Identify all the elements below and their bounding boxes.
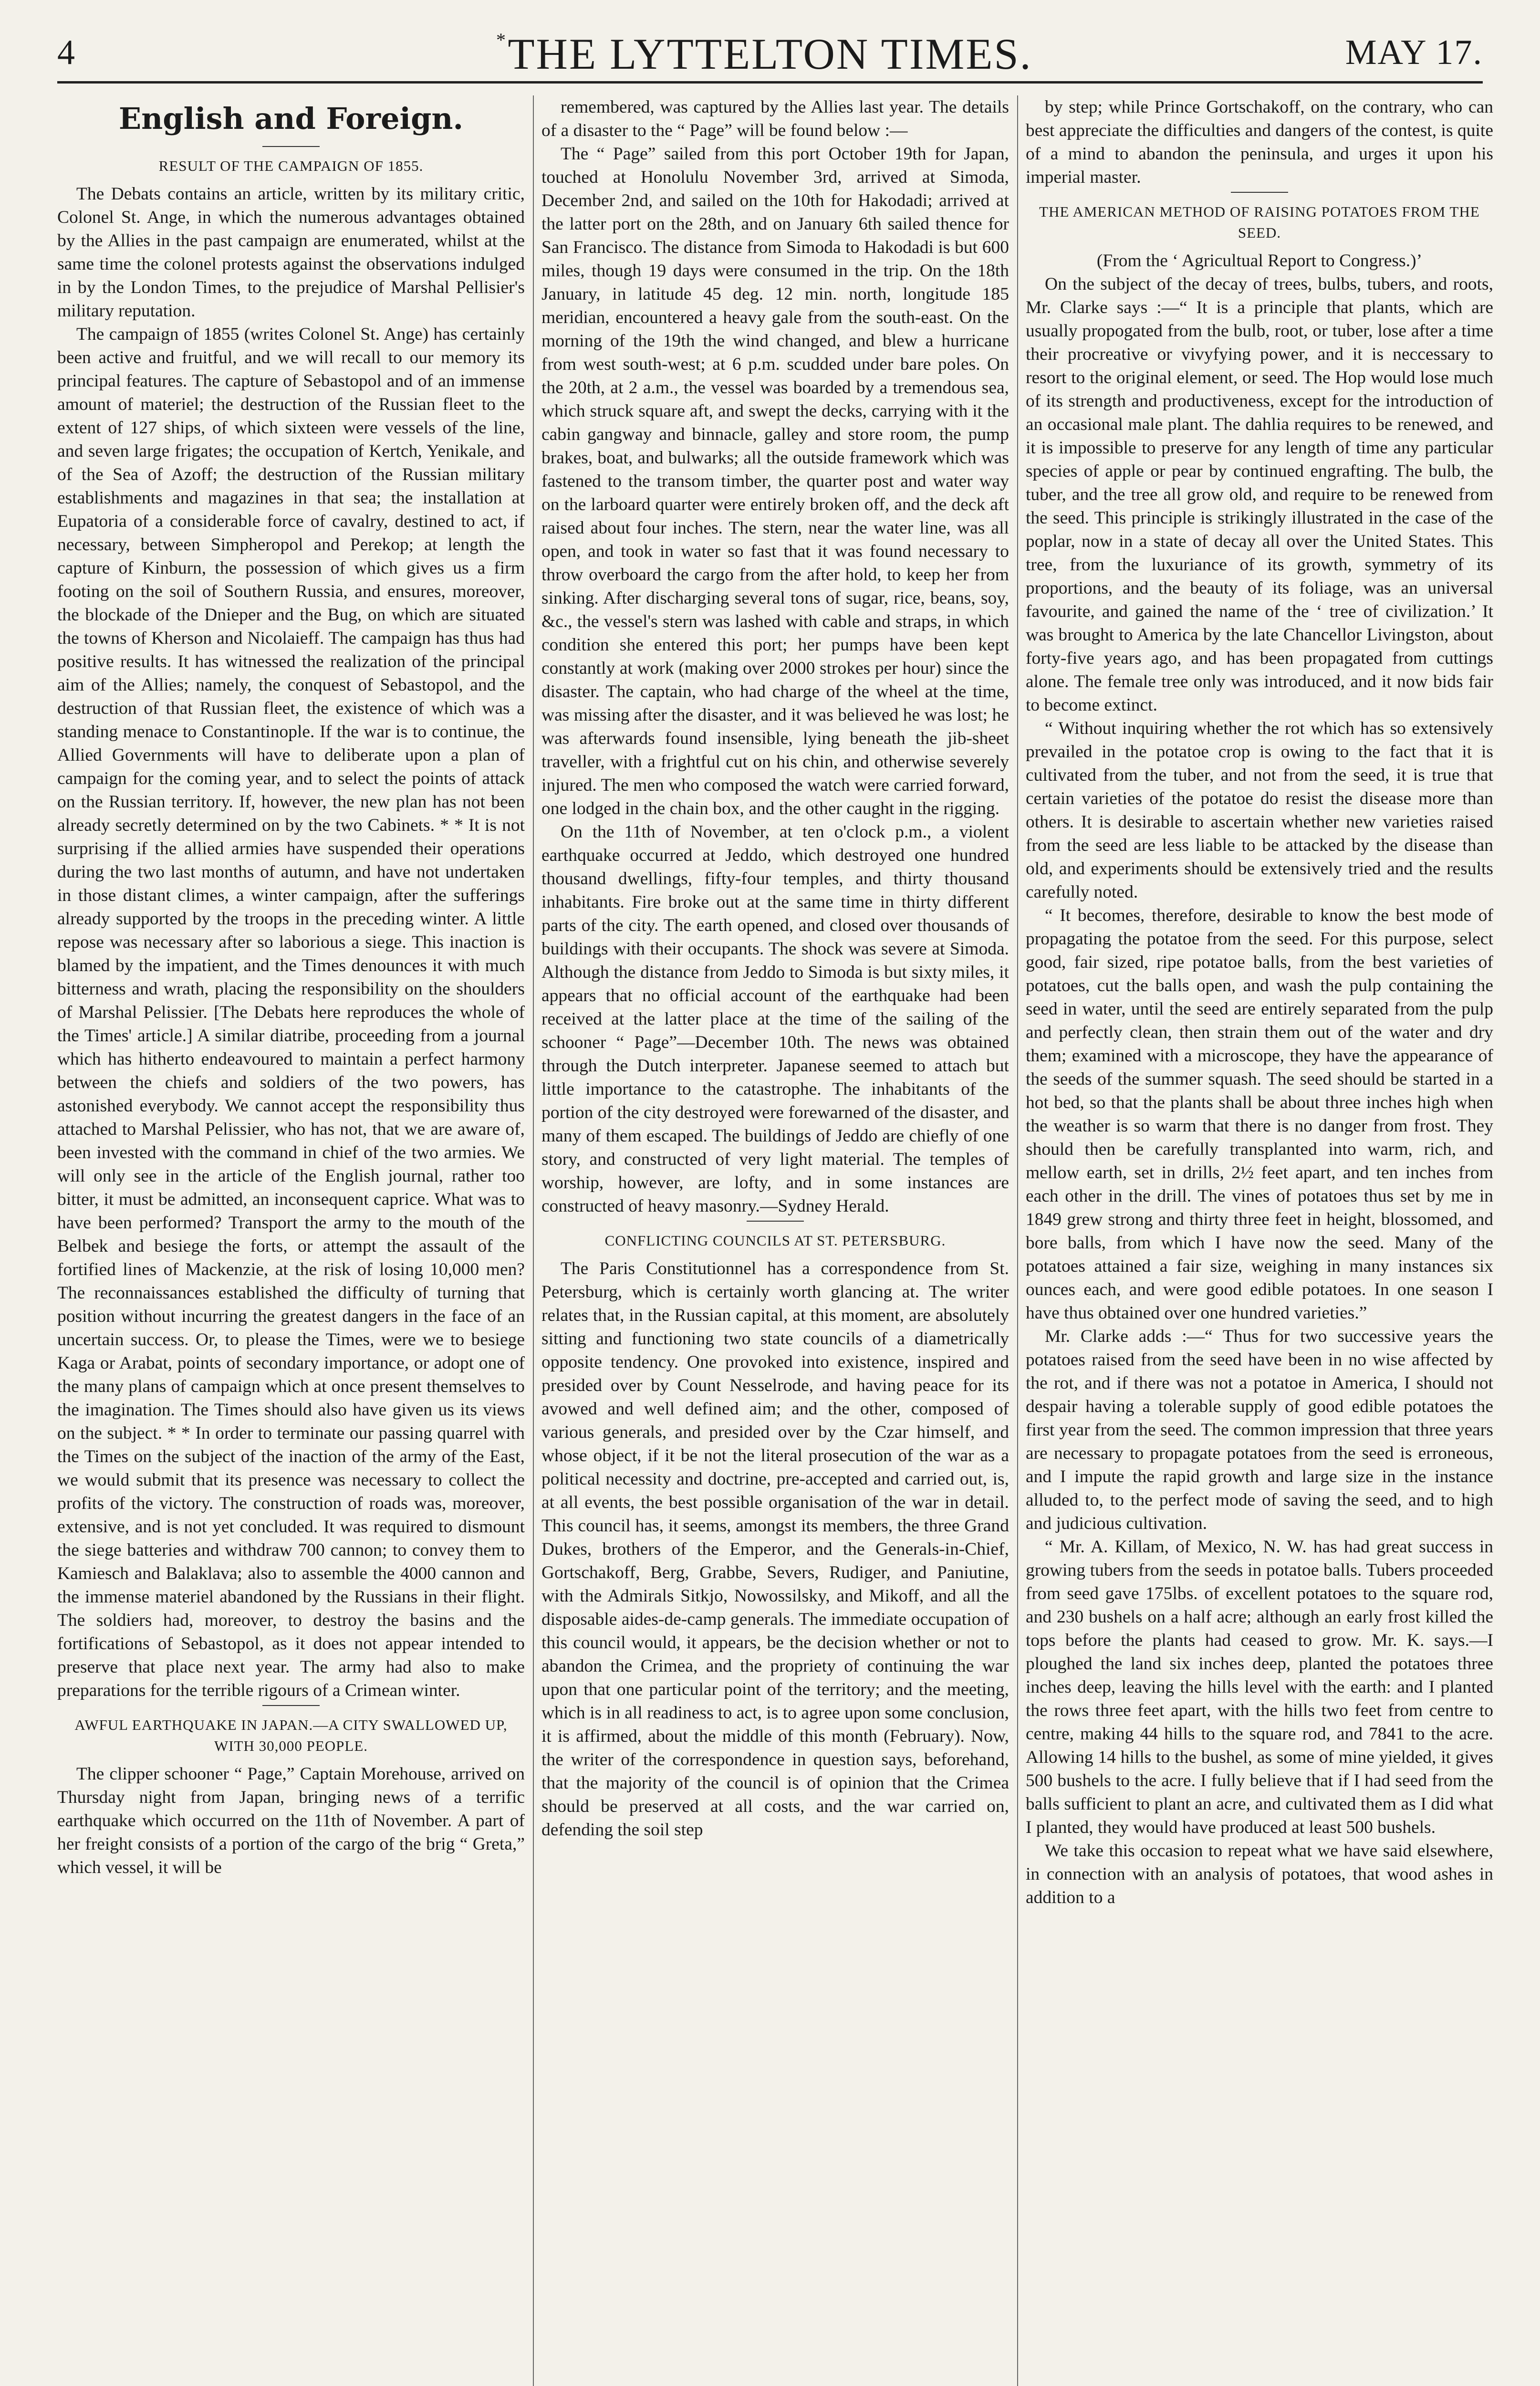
column-divider <box>533 95 534 2386</box>
divider <box>262 1705 320 1706</box>
divider <box>747 1221 804 1222</box>
article-paragraph: On the 11th of November, at ten o'clock p.m., a violent earthquake occurred at Jeddo, which destroyed one hundred thousand dwellings, fifty-four temples, and thirty thousand inhabitants. Fire broke out at the same time in thirty different parts of the city. The earth opened, and closed over thousands of buildings with their occupants. The shock was severe at Simoda. Although the distance from Jeddo to Simoda is but sixty miles, it appears that no official account of the earthquake had been received at the latter place at the time of the sailing of the schooner “ Page”—December 10th. The news was obtained through the Dutch interpreter. Japanese seemed to attach but little importance to the catastrophe. The inhabitants of the portion of the city destroyed were forewarned of the disaster, and many of them escaped. The buildings of Jeddo are chiefly of one story, and constructed of very light material. The temples of worship, however, are lofty, and in some instances are constructed of heavy masonry.—Sydney Herald. <box>541 822 1009 1216</box>
article-headline: THE AMERICAN METHOD OF RAISING POTATOES FROM THE SEED. <box>1039 203 1480 241</box>
article-paragraph: We take this occasion to repeat what we have said elsewhere, in connection with an analysis of potatoes, that wood ashes in addition to a <box>1026 1841 1493 1907</box>
article-paragraph: “ It becomes, therefore, desirable to know the best mode of propagating the potatoe from the seed. For this purpose, select good, fair sized, ripe potatoe balls, from the best varieties of potatoes, cut the balls open, and wash the pulp containing the seed in water, until the seed are entirely separated from the pulp and perfectly clean, then strain them out of the water and dry them; examined with a microscope, they have the appearance of the seeds of the summer squash. The seed should be started in a hot bed, so that the plants shall be about three inches high when the weather is so warm that there is no danger from frost. They should then be carefully transplanted into warm, rich, and mellow earth, set in drills, 2½ feet apart, and ten inches from each other in the drill. The vines of potatoes thus set by me in 1849 grew strong and thirty three feet in height, blossomed, and bore balls, from which I have now the seed. Many of the potatoes attained a fair size, weighing in many instances six ounces each, and were good edible potatoes. In one season I have thus obtained over one hundred varieties.” <box>1026 906 1493 1323</box>
column-3 <box>1026 95 1493 2386</box>
page-number: 4 <box>57 33 75 72</box>
section-title: English and Foreign. <box>118 101 464 136</box>
article-paragraph: The Debats contains an article, written by its military critic, Colonel St. Ange, in which the numerous advantages obtained by the Allies in the past campaign are enumerated, whilst at the same time the colonel protests against the observations indulged in by the London Times, to the prejudice of Marshal Pellisier's military reputation. <box>57 184 525 321</box>
article-paragraph: Mr. Clarke adds :—“ Thus for two successive years the potatoes raised from the seed have been in no wise affected by the rot, and if there was not a potatoe in America, I should not despair having a tolerable supply of good edible potatoes the first year from the seed. The common impression that three years are necessary to propagate potatoes from the seed is erroneous, and I impute the rapid growth and large size in the instance alluded to, to the perfect mode of saving the seed, and to high and judicious cultivation. <box>1026 1327 1493 1533</box>
article-headline: RESULT OF THE CAMPAIGN OF 1855. <box>158 157 424 174</box>
article-paragraph: The “ Page” sailed from this port October 19th for Japan, touched at Honolulu November 3rd, arrived at Simoda, December 2nd, and sailed on the 10th for Hakodadi; arrived at the latter port on the 28th, and on January 6th sailed thence for San Francisco. The distance from Simoda to Hakodadi is but 600 miles, though 19 days were consumed in the trip. On the 18th January, in latitude 45 deg. 12 min. north, longitude 185 meridian, encountered a heavy gale from the south-east. On the morning of the 19th the wind changed, and blew a hurricane from west south-west; at 6 p.m. scudded under bare poles. On the 20th, at 2 a.m., the vessel was boarded by a tremendous sea, which struck square aft, and swept the decks, carrying with it the cabin gangway and binnacle, galley and store room, the pump brakes, boat, and bulwarks; all the outside framework which was fastened to the transom timber, the quarter post and water way on the larboard quarter were entirely broken off, and the deck aft raised about four inches. The stern, near the water line, was all open, and took in water so fast that it was found necessary to throw overboard the cargo from the after hold, to keep her from sinking. After discharging several tons of sugar, rice, beans, soy, &c., the vessel's stern was lashed with cable and straps, in which condition she entered this port; her pumps have been kept constantly at work (making over 2000 strokes per hour) since the disaster. The captain, who had charge of the wheel at the time, was missing after the disaster, and it was believed he was lost; he was afterwards found insensible, lying beneath the jib-sheet traveller, with a frightful cut on his chin, and otherwise severely injured. The men who composed the watch were carried forward, one lodged in the chain box, and the other caught in the rigging. <box>541 144 1009 818</box>
article-headline: AWFUL EARTHQUAKE IN JAPAN.—A CITY SWALLOWED UP, WITH 30,000 PEOPLE. <box>74 1716 508 1754</box>
divider <box>1231 192 1288 193</box>
article-paragraph: “ Without inquiring whether the rot which has so extensively prevailed in the potatoe crop is owing to the fact that it is cultivated from the tuber, and not from the seed, it is true that certain varieties of the potatoe do resist the disease more than others. It is desirable to ascertain whether new varieties raised from the seed are less liable to be attacked by the disease than old, and experiments should be extensively tried and the results carefully noted. <box>1026 719 1493 902</box>
column-2 <box>541 95 1009 2386</box>
article-paragraph: The Paris Constitutionnel has a correspondence from St. Petersburg, which is certainly worth glancing at. The writer relates that, in the Russian capital, at this moment, are absolutely sitting and functioning two state councils of a diametrically opposite tendency. One provoked into existence, inspired and presided over by Count Nesselrode, and having peace for its avowed and well defined aim; and the other, composed of various generals, and presided over by the Czar himself, and whose object, if it be not the literal prosecution of the war as a political necessity and doctrine, pre-accepted and carried out, is, at all events, the best possible organisation of the war in detail. This council has, it seems, amongst its members, the three Grand Dukes, brothers of the Emperor, and the Generals-in-Chief, Gortschakoff, Berg, Grabbe, Severs, Rudiger, and Paniutine, with the Admirals Sitkjo, Nowossilsky, and Mikoff, and all the disposable aides-de-camp generals. The immediate occupation of this council would, it appears, be the decision whether or not to abandon the Crimea, and the propriety of continuing the war upon that one particular point of the territory; and the meeting, which is in all readiness to act, is to agree upon some conclusion, it is affirmed, about the middle of this month (February). Now, the writer of the correspondence in question says, beforehand, that the majority of the council is of opinion that the Crimea should be preserved at all costs, and the war carried on, defending the soil step <box>541 1259 1009 1840</box>
issue-date: MAY 17. <box>1345 33 1483 72</box>
newspaper-title: THE LYTTELTON TIMES. <box>508 30 1032 78</box>
masthead <box>57 29 1483 84</box>
article-paragraph: by step; while Prince Gortschakoff, on the contrary, who can best appreciate the difficulties and dangers of the contest, is quite of a mind to abandon the peninsula, and urges it upon his imperial master. <box>1026 97 1493 187</box>
article-subhead: (From the ‘ Agricultual Report to Congress.)’ <box>1096 251 1423 271</box>
article-paragraph: remembered, was captured by the Allies last year. The details of a disaster to the “ Page” will be found below :— <box>541 97 1009 140</box>
column-1 <box>57 95 525 2386</box>
article-paragraph: On the subject of the decay of trees, bulbs, tubers, and roots, Mr. Clarke says :—“ It is a principle that plants, which are usually propogated from the bulb, root, or tuber, lose after a time their procreative or vivyfying power, and it is neccessary to resort to the original element, or seed. The Hop would lose much of its strength and productiveness, except for the introduction of an occasional male plant. The dahlia requires to be renewed, and it is impossible to preserve for any length of time any particular species of apple or pear by continued engrafting. The bulb, the tuber, and the tree all grow old, and require to be renewed from the seed. This principle is strikingly illustrated in the case of the poplar, now in a state of decay all over the United States. This tree, from the luxuriance of its growth, symmetry of its proportions, and the beauty of its foliage, was an universal favourite, and gained the name of the ‘ tree of civilization.’ It was brought to America by the late Chancellor Livingston, about forty-five years ago, and has been propagated from cuttings alone. The female tree only was introduced, and it now bids fair to become extinct. <box>1026 274 1493 715</box>
column-divider <box>1017 95 1018 2386</box>
article-paragraph: “ Mr. A. Killam, of Mexico, N. W. has had great success in growing tubers from the seeds in potatoe balls. Tubers proceeded from seed gave 175lbs. of excellent potatoes to the square rod, and 230 bushels on a half acre; although an early frost killed the tops before the plants had ceased to grow. Mr. K. says.—I ploughed the land six inches deep, planted the potatoes three inches deep, leaving the hills level with the earth: and I planted the rows three feet apart, with the hills two feet from centre to centre, making 44 hills to the square rod, and 7841 to the acre. Allowing 14 hills to the bushel, as some of mine yielded, it gives 500 bushels to the acre. I fully believe that if I had seed from the balls sufficient to plant an acre, and cultivated them as I did what I planted, they would have produced at least 500 bushels. <box>1026 1537 1493 1837</box>
article-headline: CONFLICTING COUNCILS AT ST. PETERSBURG. <box>604 1232 946 1249</box>
article-paragraph: The clipper schooner “ Page,” Captain Morehouse, arrived on Thursday night from Japan, bringing news of a terrific earthquake which occurred on the 11th of November. A part of her freight consists of a portion of the cargo of the brig “ Greta,” which vessel, it will be <box>57 1764 525 1877</box>
masthead-star: * <box>496 29 506 51</box>
article-paragraph: The campaign of 1855 (writes Colonel St. Ange) has certainly been active and fruitful, and we will recall to our memory its principal features. The capture of Sebastopol and of an immense amount of materiel; the destruction of the Russian fleet to the extent of 127 ships, of which sixteen were vessels of the line, and seven large frigates; the occupation of Kertch, Yenikale, and of the Sea of Azoff; the destruction of the Russian military establishments and magazines in that sea; the installation at Eupatoria of a considerable force of cavalry, destined to act, if necessary, between Simpheropol and Perekop; at length the capture of Kinburn, the possession of which gives us a firm footing on the soil of Southern Russia, and ensures, moreover, the blockade of the Dnieper and the Bug, on which are situated the towns of Kherson and Nicolaieff. The campaign has thus had positive results. It has witnessed the realization of the principal aim of the Allies; namely, the conquest of Sebastopol, and the destruction of that Russian fleet, the existence of which was a standing menace to Constantinople. If the war is to continue, the Allied Governments will have to deliberate upon a plan of campaign for the coming year, and to select the points of attack on the Russian territory. If, however, the new plan has not been already secretly determined on by the two Cabinets. * * It is not surprising if the allied armies have suspended their operations during the two last months of autumn, and have not undertaken in those distant climes, a winter campaign, after the sufferings already supported by the troops in the preceding winter. A little repose was necessary after so laborious a siege. This inaction is blamed by the impatient, and the Times denounces it with much bitterness and wrath, placing the responsibility on the shoulders of Marshal Pelissier. [The Debats here reproduces the whole of the Times' article.] A similar diatribe, proceeding from a journal which has hitherto endeavoured to maintain a perfect harmony between the chiefs and soldiers of the two powers, has astonished everybody. We cannot accept the responsibility thus attached to Marshal Pelissier, who has not, that we are aware of, been invested with the command in chief of the two armies. We will only see in the article of the English journal, rather too bitter, it must be admitted, an inconsequent caprice. What was to have been performed? Transport the army to the mouth of the Belbek and besiege the forts, or attempt the assault of the fortified lines of Mackenzie, at the risk of losing 10,000 men? The reconnaissances established the difficulty of turning that position without incurring the greatest dangers in the face of an uncertain success. Or, to please the Times, were we to besiege Kaga or Arabat, points of secondary importance, or adopt one of the many plans of campaign which at once present themselves to the imagination. The Times should also have given us its views on the subject. * * In order to terminate our passing quarrel with the Times on the subject of the inaction of the army of the East, we would submit that its presence was necessary to collect the profits of the victory. The construction of roads was, moreover, extensive, and is not yet concluded. It was required to dismount the siege batteries and withdraw 700 cannon; to convey them to Kamiesch and Balaklava; also to assemble the 4000 cannon and the immense materiel abandoned by the Russians in their flight. The soldiers had, moreover, to destroy the basins and the fortifications of Sebastopol, as it does not appear intended to preserve that place next year. The army had also to make preparations for the terrible rigours of a Crimean winter. <box>57 324 525 1700</box>
divider <box>262 146 320 147</box>
